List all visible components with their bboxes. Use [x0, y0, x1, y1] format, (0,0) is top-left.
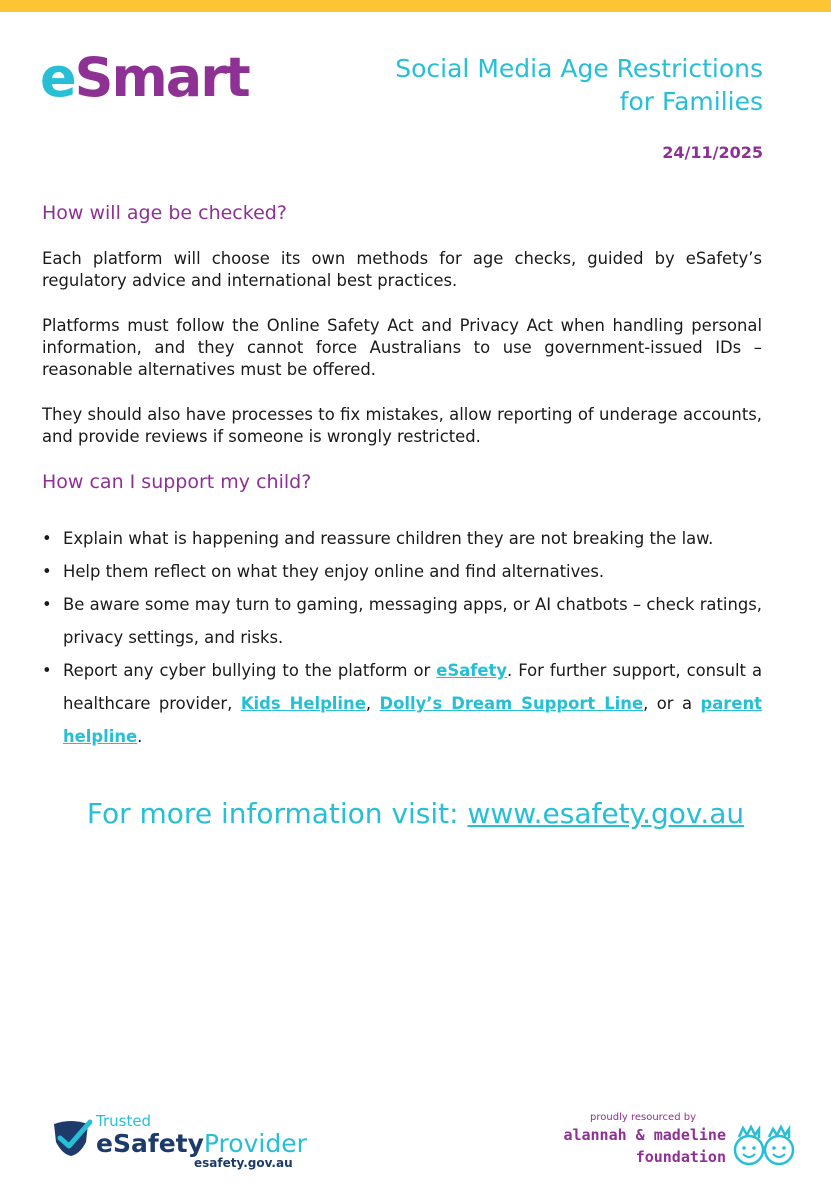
- provider-provider-text: Provider: [203, 1129, 307, 1158]
- list-item: [42, 588, 762, 654]
- provider-name: [96, 1129, 307, 1158]
- more-info-label: For more information visit:: [86, 797, 468, 830]
- document-date: 24/11/2025: [662, 143, 763, 162]
- page-title: [333, 52, 763, 118]
- esmart-logo: [40, 46, 249, 109]
- text-segment: .: [137, 727, 143, 746]
- parent-helpline-link[interactable]: parent helpline: [63, 694, 763, 746]
- section-heading-support: How can I support my child?: [42, 471, 312, 493]
- list-item-text: Explain what is happening and reassure children they are not breaking the law.: [63, 529, 714, 548]
- provider-esafety-text: eSafety: [96, 1129, 204, 1158]
- bullet-icon: •: [42, 661, 52, 680]
- list-item-text: [63, 661, 762, 746]
- list-item-text: Help them reflect on what they enjoy online and find alternatives.: [63, 562, 605, 581]
- paragraph-1: Each platform will choose its own methods for age checks, guided by eSafety’s regulatory advice and international best practices.: [42, 249, 762, 290]
- bullet-icon: •: [42, 595, 52, 614]
- kids-helpline-link[interactable]: Kids Helpline: [240, 694, 366, 713]
- more-info-banner: [0, 797, 831, 830]
- support-list: [42, 522, 762, 753]
- checkmark-shield-icon: [50, 1118, 92, 1158]
- list-item: [42, 522, 762, 555]
- top-accent-bar: [0, 0, 831, 12]
- provider-trusted-text: Trusted: [96, 1112, 152, 1130]
- paragraph-2: Platforms must follow the Online Safety Act and Privacy Act when handling personal information, and they cannot force Australians to use government-issued IDs – reasonable alternatives must be offered.: [42, 316, 762, 379]
- text-segment: , or a: [643, 694, 701, 713]
- trusted-esafety-provider-badge: [50, 1112, 310, 1172]
- esafety-link[interactable]: eSafety: [436, 661, 508, 680]
- title-line-1: Social Media Age Restrictions: [395, 54, 763, 83]
- section-heading-age-check: How will age be checked?: [42, 202, 287, 224]
- text-segment: Report any cyber bullying to the platform or: [63, 661, 437, 680]
- bullet-icon: •: [42, 529, 52, 548]
- alannah-madeline-foundation-logo: [561, 1112, 801, 1172]
- foundation-name-line-2: foundation: [635, 1148, 726, 1166]
- paragraph-3: They should also have processes to fix mistakes, allow reporting of underage accounts, and provide reviews if someone is wrongly restricted.: [42, 405, 762, 446]
- list-item: [42, 654, 762, 753]
- foundation-proudly-text: proudly resourced by: [590, 1112, 696, 1123]
- logo-smart: Smart: [74, 46, 249, 109]
- provider-url: esafety.gov.au: [194, 1156, 293, 1170]
- title-line-2: for Families: [619, 87, 763, 116]
- dollys-dream-link[interactable]: Dolly’s Dream Support Line: [379, 694, 644, 713]
- list-item: [42, 555, 762, 588]
- foundation-name-line-1: alannah & madeline: [563, 1126, 726, 1144]
- text-segment: . For further support, consult a healthcare provider,: [63, 661, 763, 713]
- bullet-icon: •: [42, 562, 52, 581]
- text-segment: ,: [365, 694, 380, 713]
- list-item-text: Be aware some may turn to gaming, messaging apps, or AI chatbots – check ratings, privacy settings, and risks.: [63, 595, 762, 647]
- esafety-website-link[interactable]: www.esafety.gov.au: [467, 797, 745, 830]
- logo-e: e: [40, 46, 75, 109]
- smiling-faces-icon: [729, 1120, 801, 1170]
